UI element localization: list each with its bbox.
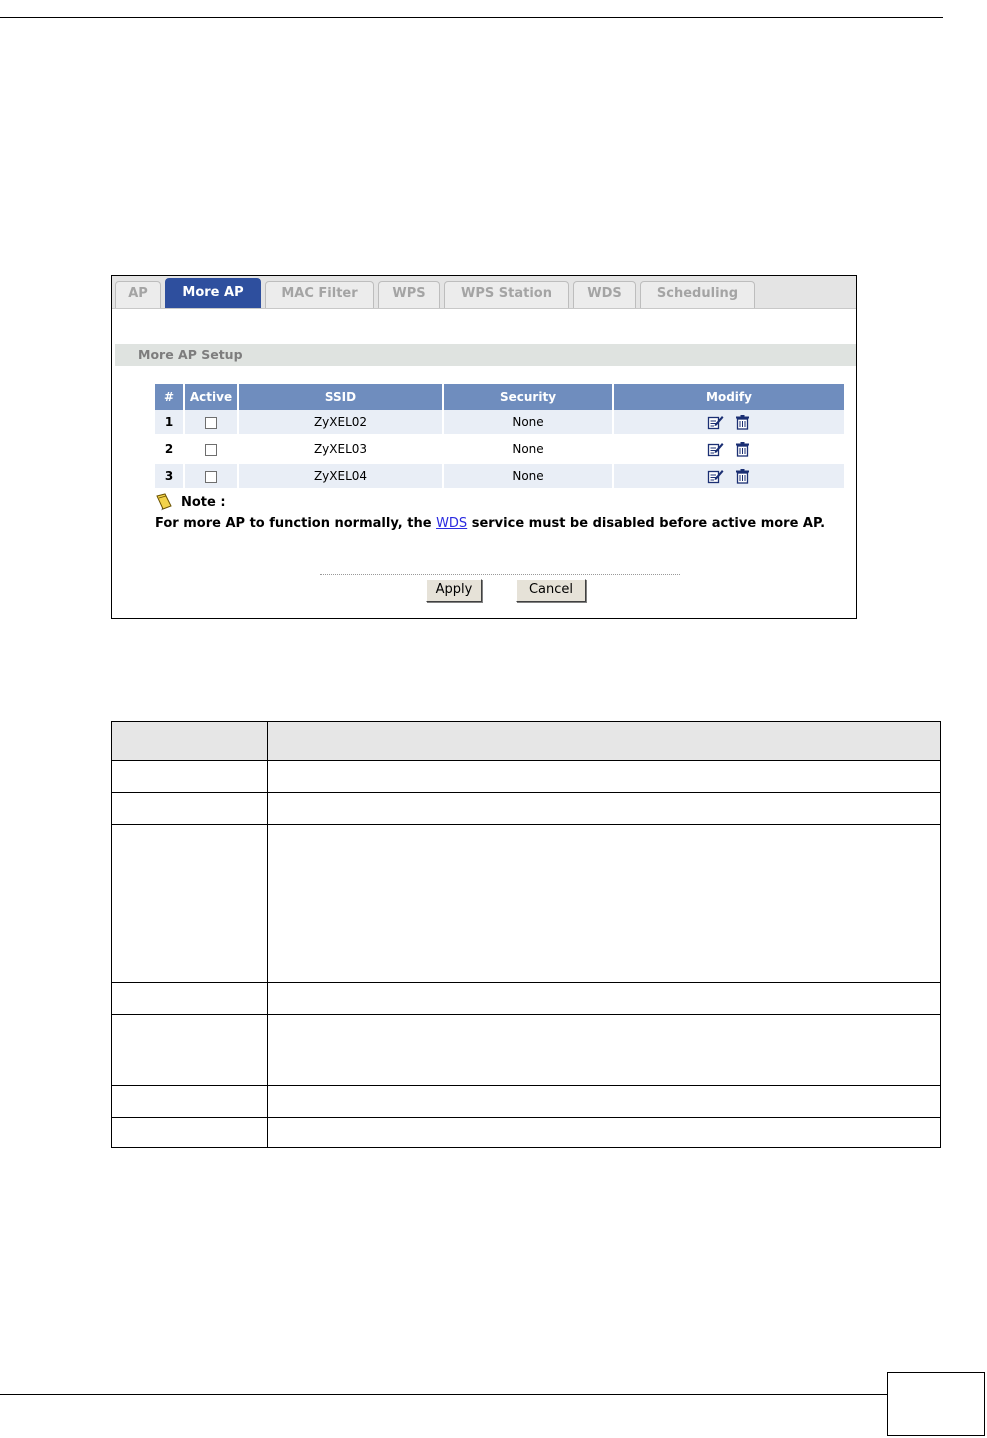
table-row xyxy=(112,760,940,792)
note-pencil-icon xyxy=(155,493,173,511)
column-header-ssid: SSID xyxy=(238,384,443,410)
modify-cell xyxy=(613,463,845,490)
column-header-modify: Modify xyxy=(613,384,845,410)
tab-mac-filter[interactable]: MAC Filter xyxy=(265,281,374,308)
footer-rule xyxy=(0,1394,887,1395)
ssid-cell: ZyXEL03 xyxy=(238,436,443,463)
ssid-cell: ZyXEL04 xyxy=(238,463,443,490)
cancel-button[interactable]: Cancel xyxy=(516,579,586,602)
tab-wps-station[interactable]: WPS Station xyxy=(444,281,569,308)
trash-icon[interactable] xyxy=(734,468,751,484)
active-checkbox[interactable] xyxy=(205,444,217,456)
table-row xyxy=(112,1117,940,1147)
active-cell xyxy=(184,436,238,463)
table-row xyxy=(112,792,940,824)
table-header-row xyxy=(112,722,940,760)
modify-cell xyxy=(613,436,845,463)
header-rule xyxy=(0,17,943,18)
security-cell: None xyxy=(443,410,613,436)
active-cell xyxy=(184,463,238,490)
tab-wds[interactable]: WDS xyxy=(573,281,636,308)
edit-icon[interactable] xyxy=(707,414,724,430)
note-text-end: service must be disabled before active more AP. xyxy=(467,516,826,531)
tab-more-ap[interactable]: More AP xyxy=(165,278,261,308)
wds-link[interactable]: WDS xyxy=(436,516,468,531)
note-text-start: For more AP to function normally, the xyxy=(155,516,437,531)
field-description-table xyxy=(111,721,941,1148)
note-label: Note : xyxy=(181,495,226,510)
active-checkbox[interactable] xyxy=(205,417,217,429)
edit-icon[interactable] xyxy=(707,468,724,484)
trash-icon[interactable] xyxy=(734,414,751,430)
tab-bar xyxy=(112,276,856,309)
apply-button[interactable]: Apply xyxy=(426,579,482,602)
table-row xyxy=(155,436,845,463)
active-checkbox[interactable] xyxy=(205,471,217,483)
section-title: More AP Setup xyxy=(138,347,243,362)
section-header xyxy=(115,344,856,366)
table-row xyxy=(112,1014,940,1085)
column-header-number: # xyxy=(155,384,184,410)
more-ap-screen xyxy=(111,275,857,619)
more-ap-table xyxy=(155,384,846,491)
active-cell xyxy=(184,410,238,436)
ssid-cell: ZyXEL02 xyxy=(238,410,443,436)
table-row xyxy=(155,463,845,490)
table-row xyxy=(112,982,940,1014)
button-divider xyxy=(320,574,680,575)
row-number: 3 xyxy=(155,463,184,490)
note-text xyxy=(155,515,851,532)
trash-icon[interactable] xyxy=(734,441,751,457)
column-header-security: Security xyxy=(443,384,613,410)
column-header-active: Active xyxy=(184,384,238,410)
tab-ap[interactable]: AP xyxy=(115,281,161,308)
page-number-box xyxy=(887,1372,985,1436)
table-header-row xyxy=(155,384,845,410)
row-number: 1 xyxy=(155,410,184,436)
edit-icon[interactable] xyxy=(707,441,724,457)
modify-cell xyxy=(613,410,845,436)
security-cell: None xyxy=(443,463,613,490)
tab-wps[interactable]: WPS xyxy=(378,281,440,308)
table-row xyxy=(155,410,845,436)
security-cell: None xyxy=(443,436,613,463)
row-number: 2 xyxy=(155,436,184,463)
tab-scheduling[interactable]: Scheduling xyxy=(640,281,755,308)
table-row xyxy=(112,824,940,982)
table-row xyxy=(112,1085,940,1117)
